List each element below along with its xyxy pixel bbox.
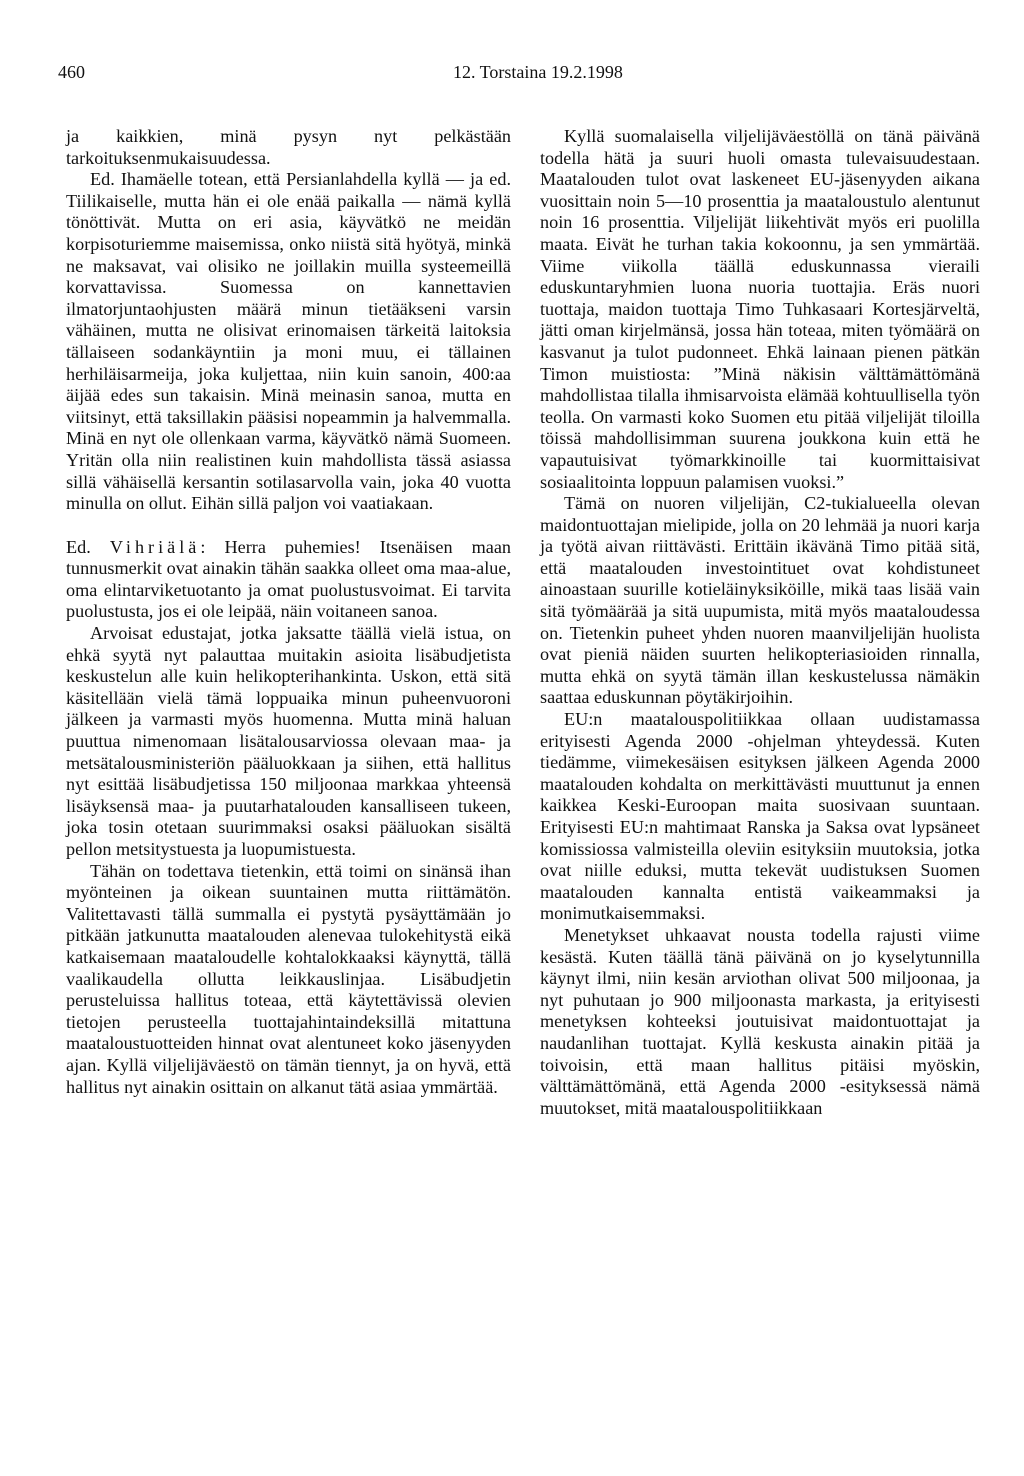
speech-text: : Herra puhemies! Itsenäisen maan tunnusmerkit ovat ainakin tähän saakka olleet oma maa-alue, oma elintarviketuotanto ja omat puolustusvoimat. Ei tarvita puolustusta, jos ei ole leipää, näin voitaneen sanoa. [66,536,511,622]
page-number: 460 [58,62,85,82]
paragraph: ja kaikkien, minä pysyn nyt pelkästään tarkoituksenmukaisuudessa. [66,126,511,168]
paragraph: Tämä on nuoren viljelijän, C2-tukialueella olevan maidontuottajan mielipide, jolla on 20 lehmää ja nuori karja ja työtä aivan riittävästi. Erittäin ikävänä Timo pitää sitä, että maatalouden investointituet ovat kohdistuneet ainoastaan suurille kotieläinyksiköille, mikä taas lisää vain sitä työmäärää ja sitä uupumista, mitä myös maataloudessa on. Tietenkin puheet yhden nuoren maanviljelijän huolista ovat pieniä näiden suurten helikopteriasioiden rinnalla, mutta ehkä on syytä tämän illan keskustelussa nämäkin saattaa eduskunnan pöytäkirjoihin. [540,493,980,708]
paragraph: Arvoisat edustajat, jotka jaksatte täällä vielä istua, on ehkä syytä nyt palauttaa muitakin asioita lisäbudjetista keskustelun alle kuin helikopterihankinta. Uskon, että sitä käsitellään vielä tämä loppuaika minun puheenvuoroni jälkeen ja varmasti myös huomenna. Mutta minä haluan puuttua nimenomaan lisätalousarviossa olevaan maa- ja metsätalousministeriön pääluokkaan ja siihen, että hallitus nyt esittää lisäbudjetissa 150 miljoonaa markkaa yhteensä lisäyksensä maa- ja puutarhatalouden kansalliseen tukeen, joka tosin otetaan suurimmaksi osaksi pääluokan sisältä pellon metsitystuesta ja luopumistuesta. [66,623,511,859]
speaker-paragraph [66,537,511,623]
paragraph: Kyllä suomalaisella viljelijäväestöllä on tänä päivänä todella hätä ja suuri huoli omasta tulevaisuudestaan. Maatalouden tulot ovat laskeneet EU-jäsenyyden aikana vuosittain noin 5—10 prosenttia ja maataloustulo alentunut noin 16 prosenttia. Viljelijät liikehtivät myös eri puolilla maata. Eivät he turhan takia kokoonnu, ja sen ymmärtää. Viime viikolla täällä eduskunnassa vieraili eduskuntaryhmien luona nuoria tuottajia. Eräs nuori tuottaja, maidon tuottaja Timo Tuhkasaari Kortesjärveltä, jätti oman kirjelmänsä, jossa hän toteaa, miten työmäärä on kasvanut ja tulot pudonneet. Ehkä lainaan pienen pätkän Timon muistiosta: ”Minä näkisin välttämättömänä mahdollistaa tilalla ihmisarvoista elämää kohtuullisella työn teolla. On varmasti koko Suomen etu pitää viljelijät tiloilla töissä mahdollisimman suurena joukkona kuin että he vapautuisivat työmarkkinoille tai kuormittaisivat sosiaalitointa loppuun palamisen vuoksi.” [540,126,980,492]
left-column [66,126,511,1098]
speaker-name: Vihriälä [109,536,201,557]
paragraph: Tähän on todettava tietenkin, että toimi on sinänsä ihan myönteinen ja oikean suuntainen mutta riittämätön. Valitettavasti tällä summalla ei pystytä pysäyttämään jo pitkään jatkunutta maatalouden alenevaa tulokehitystä eikä katkaisemaan maataloudelle kohtalokkaaksi käynyttä, tällä vaalikaudella ollutta leikkauslinjaa. Lisäbudjetin perusteluissa hallitus toteaa, että käytettävissä olevien tietojen perusteella tuottajahintaindeksillä mitattuna maataloustuotteiden hinnat ovat alentuneet koko jäsenyyden ajan. Kyllä viljelijäväestö on tämän tiennyt, ja on hyvä, että hallitus nyt ainakin osittain on alkanut tätä asiaa ymmärtää. [66,860,511,1097]
right-column [540,126,980,1119]
speaker-prefix: Ed. [66,536,91,557]
paragraph: Menetykset uhkaavat nousta todella rajusti viime kesästä. Kuten täällä tänä päivänä on jo kyselytunnilla käynyt ilmi, niin kesän arviothan olivat 500 miljoonaa, ja nyt puhutaan jo 900 miljoonasta markasta, ja erityisesti menetyksen kohteeksi joutuisivat maidontuottajat ja naudanlihan tuottajat. Kyllä keskusta ainakin pitää ja toivoisin, että maan hallitus pitäisi myöskin, välttämättömänä, että Agenda 2000 -esityksessä nämä muutokset, mitä maatalouspolitiikkaan [540,924,980,1118]
session-date: 12. Torstaina 19.2.1998 [453,62,623,82]
page-header [58,62,976,92]
paragraph: Ed. Ihamäelle totean, että Persianlahdella kyllä — ja ed. Tiilikaiselle, mutta hän ei ole enää paikalla — nämä kyllä tönöttivät. Mutta on eri asia, käyvätkö ne meidän korpisoturiemme maisemissa, onko niistä sitä hyötyä, minkä ne maksavat, vai olisiko ne joillakin muilla systeemeillä korvattavissa. Suomessa on kannettavien ilmatorjuntaohjusten määrä minun tietääkseni varsin vähäinen, mutta ne olisivat erinomaisen tärkeitä laitoksia tällaiseen sodankäyntiin ja moni muu, ei tällainen herhiläisarmeija, joka kuljettaa, niin kuin sanoin, 400:aa äijää edes sun takaisin. Minä meinasin sanoa, mutta en viitsinyt, että taksillakin pääsisi nopeammin ja halvemmalla. Minä en nyt ole ollenkaan varma, käyvätkö nämä Suomeen. Yritän olla niin realistinen kuin mahdollista tässä asiassa sillä vähäisellä kersantin sotilasarvolla vain, joka 40 vuotta minulla on ollut. Eihän sillä paljon voi vaatiakaan. [66,169,511,514]
paragraph: EU:n maatalouspolitiikkaa ollaan uudistamassa erityisesti Agenda 2000 -ohjelman yhteydessä. Kuten tiedämme, viimekesäisen esityksen jälkeen Agenda 2000 maatalouden kohdalta on merkittävästi muuttunut ja ennen kaikkea Keski-Euroopan maita suosivaan suuntaan. Erityisesti EU:n mahtimaat Ranska ja Saksa ovat lypsäneet komissiossa valmisteilla oleviin esityksiin muutoksia, jotka ovat niille eduksi, mutta tekevät uudistuksen Suomen maatalouden kannalta entistä vaikeammaksi ja monimutkaisemmaksi. [540,709,980,924]
